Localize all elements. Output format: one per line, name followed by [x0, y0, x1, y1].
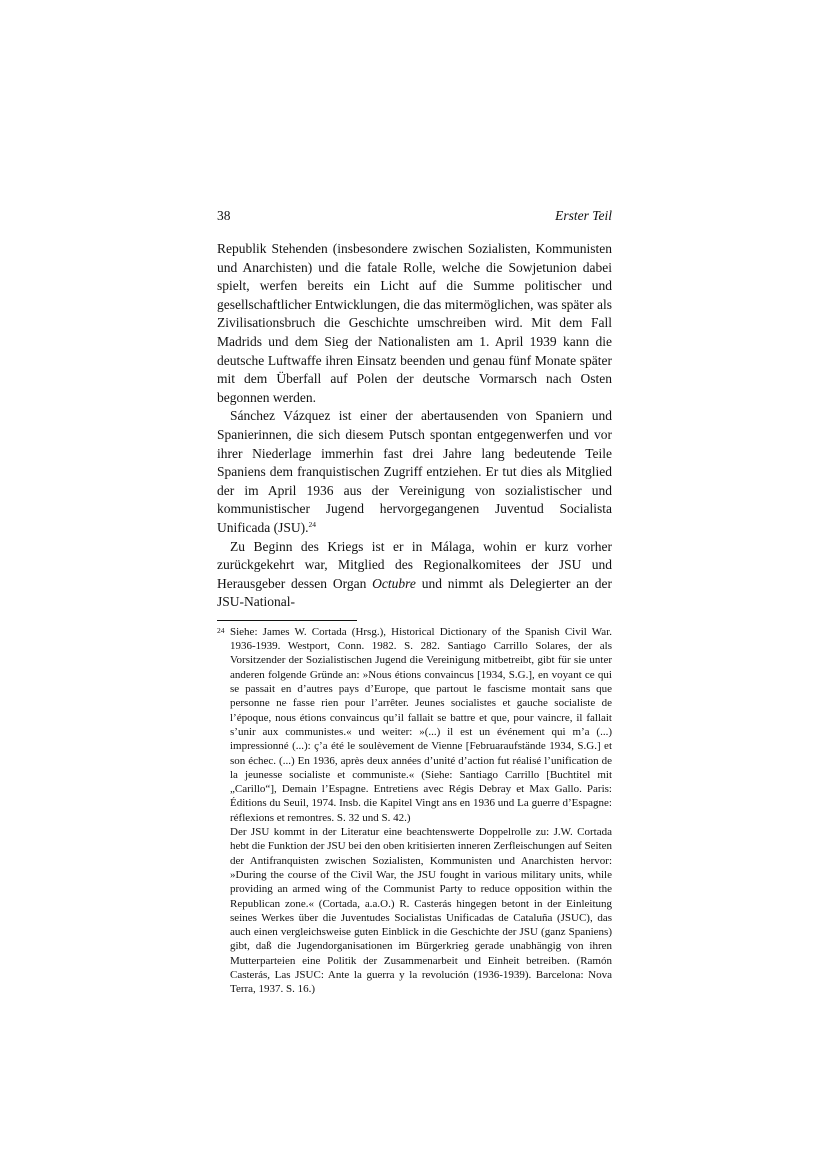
footnotes: [217, 625, 612, 997]
footnote-text: Siehe: James W. Cortada (Hrsg.), Historical Dictionary of the Spanish Civil War. 1936-1939. Westport, Conn. 1982. S. 282. Santiago Carrillo Solares, der als Vorsitzender der Sozialistischen Jugend die Vereinigung mitbetreibt, gibt für sie unter anderen folgende Gründe an: »Nous étions convaincus [1934, S.G.], en voyant ce qui se passait en d’autres pays d’Europe, que partout le fascisme montait sans que personne ne fasse rien pour l’arrêter. Jeunes socialistes et gauche socialiste de l’époque, nous étions convaincus qu’il fallait se battre et que, pour vaincre, il fallait s’unir aux communistes.« und weiter: »(...) il est un événement qui m’a (...) impressionné (...): ç’a été le soulèvement de Vienne [Februaraufstände 1934, S.G.] et son échec. (...) En 1936, après deux années d’unité d’action fut réalisé l’unification de la jeunesse socialiste et communiste.« (Siehe: Santiago Carrillo [Buchtitel mit „Carillo“], Demain l’Espagne. Entretiens avec Régis Debray et Max Gallo. Paris: Éditions du Seuil, 1974. Insb. die Kapitel Vingt ans en 1936 und La guerre d’Espagne: réflexions et remontres. S. 32 und S. 42.): [230, 625, 612, 824]
running-head-title: Erster Teil: [555, 208, 612, 223]
journal-title-octubre: Octubre: [372, 575, 416, 591]
paragraph-3-text-start: Zu Beginn des Kriegs ist er in Málaga, wohin er kurz vorher zurückgekehrt war, Mitglied des Regionalkomitees der JSU und Herausgeber dessen Organ: [217, 538, 612, 591]
book-page: [217, 206, 612, 997]
page-number: 38: [217, 208, 231, 223]
paragraph-1: Republik Stehenden (insbesondere zwischen Sozialisten, Kommunisten und Anarchisten) und die fatale Rolle, welche die Sowjetunion dabei spielt, werfen bereits ein Licht auf die Summe politischer und gesellschaftlicher Entwicklungen, die das mitermöglichen, was später als Zivilisationsbruch die Geschichte umschreiben wird. Mit dem Fall Madrids und dem Sieg der Nationalisten am 1. April 1939 kann die deutsche Luftwaffe ihren Einsatz beenden und genau fünf Monate später mit dem Überfall auf Polen der deutsche Vormarsch nach Osten begonnen werden.: [217, 241, 612, 405]
paragraph-2-text: Sánchez Vázquez ist einer der abertausenden von Spaniern und Spanierinnen, die sich diesem Putsch spontan entgegenwerfen und vor ihrer Niederlage immerhin fast drei Jahre lang bedeutende Teile Spaniens dem franquistischen Zugriff entziehen. Er tut dies als Mitglied der im April 1936 aus der Vereinigung von sozialistischer und kommunistischer Jugend hervorgegangenen Juventud Socialista Unificada (JSU).: [217, 408, 612, 535]
footnote-separator: [217, 620, 357, 621]
main-text: [217, 240, 612, 612]
paragraph-2: [217, 407, 612, 537]
running-head: [217, 206, 612, 226]
paragraph-3-text-end: und nimmt als Delegierter an der JSU-National-: [217, 575, 612, 610]
footnote-reference-24[interactable]: 24: [308, 519, 316, 529]
footnote-number: 24: [217, 625, 225, 635]
footnote-24-continuation: Der JSU kommt in der Literatur eine beachtenswerte Doppelrolle zu: J.W. Cortada hebt die Funktion der JSU bei den oben kritisierten inneren Zerfleischungen auf Seiten der Antifranquisten zwischen Sozialisten, Kommunisten und Anarchisten hervor: »During the course of the Civil War, the JSU fought in various military units, while providing an armed wing of the Communist Party to reduce opposition within the Republican zone.« (Cortada, a.a.O.) R. Casterás hingegen betont in der Einleitung seines Werkes über die Juventudes Socialistas Unificadas de Cataluña (JSUC), das auch einen vergleichsweise guten Einblick in die Geschichte der JSU (ganz Spaniens) gibt, daß die Jugendorganisationen im Bürgerkrieg gerade unabhängig von ihren Mutterparteien eine Politik der Zusammenarbeit und Einheit betreiben. (Ramón Casterás, Las JSUC: Ante la guerra y la revolución (1936-1939). Barcelona: Nova Terra, 1937. S. 16.): [230, 826, 612, 996]
footnote-24: [217, 625, 612, 825]
paragraph-3: [217, 538, 612, 612]
